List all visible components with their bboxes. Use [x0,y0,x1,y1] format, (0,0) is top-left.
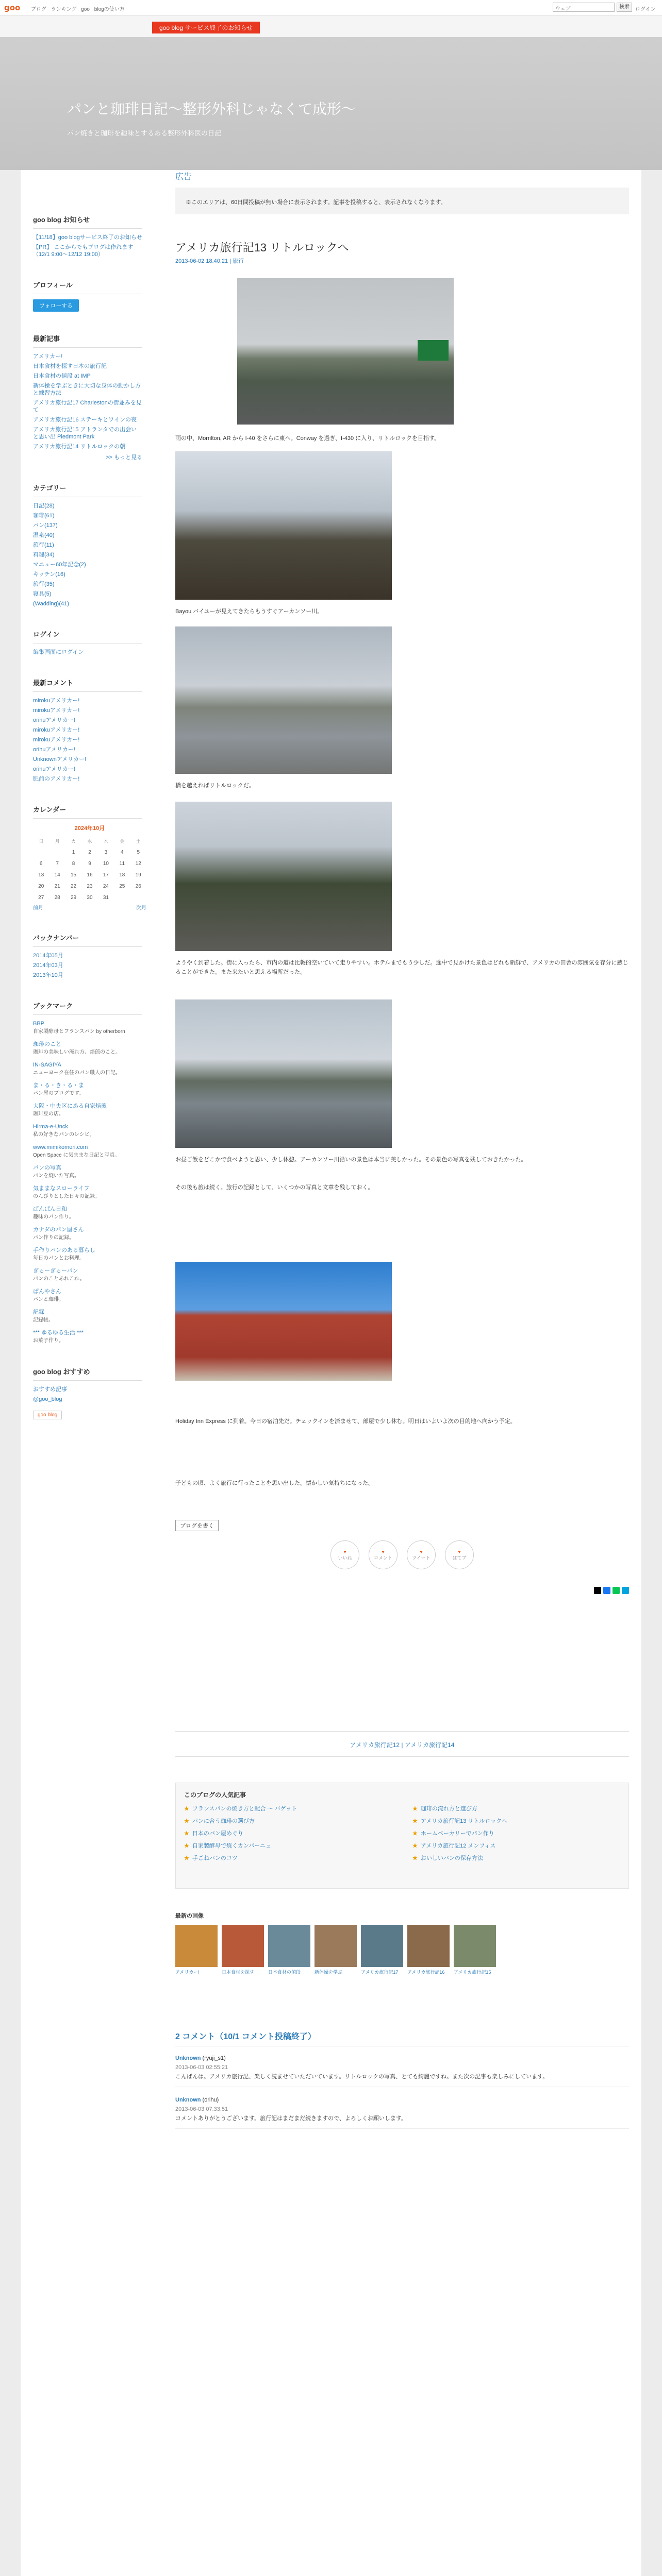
recent-comment-link[interactable]: orihuアメリカー! [33,717,75,723]
category-link[interactable]: 珈琲(61) [33,513,55,519]
recent-post-link[interactable]: アメリカ旅行記16 ステーキとワインの夜 [33,417,137,423]
category-link[interactable]: 旅行(35) [33,581,55,587]
reaction-label: いいね [338,1555,352,1561]
popular-post-link[interactable]: ★ アメリカ旅行記13 リトルロックへ [412,1818,508,1824]
calendar-day: 8 [72,860,75,867]
reaction-button[interactable] [407,1540,436,1569]
comment [175,2054,629,2087]
post-text-8: 子どもの頃、よく旅行に行ったことを思い出した。懐かしい気持ちになった。 [175,1480,374,1486]
calendar-day: 19 [135,872,141,878]
recent-post-link[interactable]: アメリカ旅行記17 Charlestonの街並みを見て [33,400,142,413]
heart-icon: ♥ [458,1549,461,1554]
thumbnail[interactable] [222,1925,264,1975]
sidebar [21,170,150,2576]
heart-icon: ♥ [420,1549,423,1554]
main-content [175,170,629,2576]
bookmark-item[interactable]: ぱんぱん日和 趣味のパン作り。 [33,1206,142,1221]
calendar-dow: 金 [120,838,125,844]
calendar-day: 26 [135,883,141,889]
bookmark-item[interactable]: 手作りパンのある暮らし 毎日のパンとお料理。 [33,1247,142,1262]
bookmark-item[interactable]: パンの写真 パンを焼いた写真。 [33,1164,142,1180]
popular-post-link[interactable]: ★ 自家製酵母で焼くカンパーニュ [184,1843,272,1849]
calendar-day: 18 [119,872,125,878]
bookmark-item[interactable]: ぎゅーぎゅーパン パンのことあれこれ。 [33,1267,142,1283]
comment-body: コメントありがとうございます。旅行記はまだまだ続きますので、よろしくお願いします。 [175,2115,407,2122]
comments-section [175,2030,629,2137]
facebook-share-icon[interactable] [603,1587,610,1594]
category-link[interactable]: 旅行(11) [33,542,54,548]
edit-login-link[interactable]: 編集画面にログイン [33,649,84,655]
comment-author[interactable]: Unknown [175,2055,201,2061]
calendar [33,835,146,903]
bookmark-item[interactable]: Hirma-e-Unck 私の好きなパンのレシピ。 [33,1123,142,1139]
recent-comment-link[interactable]: mirokuアメリカー! [33,707,80,714]
category-link[interactable]: 寝具(5) [33,591,52,597]
calendar-day: 14 [54,872,60,878]
recent-post-link[interactable]: アメリカ旅行記14 リトルロックの朝 [33,444,126,450]
star-icon: ★ [184,1843,189,1849]
recent-comment-link[interactable]: 肥前のアメリカー! [33,776,80,782]
calendar-day [33,846,49,858]
info-item[interactable]: 【11/18】goo blogサービス終了のお知らせ [33,234,142,241]
star-icon: ★ [184,1831,189,1837]
social-buttons [594,1587,629,1594]
thumbnail-image[interactable] [454,1925,496,1967]
blog-title[interactable]: パンと珈琲日記〜整形外科じゃなくて成形〜 [67,100,356,117]
bookmark-desc: 趣味のパン作り。 [33,1214,74,1220]
calendar-day: 16 [87,872,93,878]
comment-handle: (orihu) [201,2097,219,2103]
calendar-day: 24 [103,883,109,889]
search-button[interactable]: 検索 [617,3,632,12]
bookmark-desc: 毎日のパンとお料理。 [33,1256,85,1261]
comments-title: 2 コメント（10/1 コメント投稿終了） [175,2030,629,2046]
bookmark-desc: パン屋のブログです。 [33,1091,85,1096]
bookmark-item[interactable]: www.mimikomori.com Open Space に気ままな日記と写真。 [33,1144,142,1159]
bookmark-item[interactable]: *** ゆるゆる生活 *** お菓子作り。 [33,1329,142,1345]
photo-riverside [175,999,392,1148]
popular-post-link[interactable]: ★ アメリカ旅行記12 メンフィス [412,1843,496,1849]
osusume-heading: goo blog おすすめ [33,1366,142,1381]
calendar-day: 30 [87,894,93,901]
info-heading: goo blog お知らせ [33,214,142,229]
thumbnail-image[interactable] [175,1925,218,1967]
calendar-day: 9 [88,860,91,867]
thumbnail-caption[interactable]: アメリカー! [175,1970,200,1975]
calendar-day: 6 [39,860,43,867]
backnumber-heading: バックナンバー [33,933,142,947]
post-text-2: Bayou バイユーが見えてきたらもうすぐアーカンソー川。 [175,608,323,615]
recent-comment-link[interactable]: Unknownアメリカー! [33,756,87,762]
page-body [21,170,641,2576]
thumbnail-image[interactable] [407,1925,450,1967]
calendar-day: 27 [38,894,44,901]
bookmark-desc: 珈琲の美味しい淹れ方、焙煎のこと。 [33,1049,121,1055]
bookmark-desc: パン作りの記録。 [33,1235,74,1241]
calendar-dow: 土 [136,838,141,844]
thumbnail[interactable] [175,1925,218,1975]
bookmark-desc: 記録帳。 [33,1317,54,1323]
category-link[interactable]: 温泉(40) [33,532,55,538]
reaction-button[interactable] [330,1540,359,1569]
photo-highway [237,278,454,425]
reaction-bar [175,1540,629,1569]
popular-post-link[interactable]: ★ パンに合う珈琲の選び方 [184,1818,255,1824]
star-icon: ★ [412,1818,418,1824]
blog-header [0,37,662,170]
reaction-button[interactable] [369,1540,398,1569]
recent-comment-link[interactable]: orihuアメリカー! [33,766,75,772]
backnumber-link[interactable]: 2013年10月 [33,972,63,978]
star-icon: ★ [184,1806,189,1812]
search-input[interactable]: ウェブ [553,3,615,12]
recent-post-link[interactable]: 日本食材を探す日本の旅行記 [33,363,107,369]
thumbnail-caption[interactable]: アメリカ旅行記17 [361,1970,399,1975]
bookmark-item[interactable]: IN-SAGIYA ニューヨーク在住のパン職人の日記。 [33,1061,142,1077]
category-link[interactable]: マニュー60年記念(2) [33,562,86,568]
thumbnail-caption[interactable]: 日本食材を探す [222,1970,255,1975]
calendar-day: 12 [135,860,141,867]
calendar-day: 5 [137,849,140,855]
recent-comment-link[interactable]: mirokuアメリカー! [33,698,80,704]
thumbnail[interactable] [268,1925,310,1975]
goo-logo[interactable]: goo [4,3,21,12]
calendar-day: 20 [38,883,44,889]
thumbnail-image[interactable] [268,1925,310,1967]
star-icon: ★ [412,1831,418,1837]
category-link[interactable]: キッチン(16) [33,571,65,578]
thumbnail[interactable] [454,1925,496,1975]
global-nav-links[interactable]: ブログ ランキング goo blogの使い方 [31,7,125,12]
bookmark-desc: 私の好きなパンのレシピ。 [33,1132,95,1138]
login-heading: ログイン [33,629,142,643]
write-blog-button[interactable]: ブログを書く [175,1520,219,1531]
login-link[interactable]: ログイン [635,7,656,12]
calendar-day: 22 [70,883,77,889]
post-text-7: Holiday Inn Express に到着。今日の宿泊先だ。チェックインを済ませて、部屋で少し休む。明日はいよいよ次の目的地へ向かう予定。 [175,1418,516,1425]
calendar-day: 3 [104,849,108,855]
x-share-icon[interactable] [594,1587,601,1594]
star-icon: ★ [184,1818,189,1824]
bookmark-heading: ブックマーク [33,1001,142,1015]
bookmark-desc: 珈琲豆の店。 [33,1111,64,1117]
recent-heading: 最新記事 [33,333,142,348]
recent-post-link[interactable]: アメリカー! [33,353,63,360]
bookmark-item[interactable]: 記録 記録帳。 [33,1309,142,1324]
thumbnail-caption[interactable]: 日本食材の値段 [268,1970,301,1975]
recent-comment-link[interactable]: mirokuアメリカー! [33,727,80,733]
line-share-icon[interactable] [613,1587,620,1594]
popular-post-link[interactable]: ★ フランスパンの焼き方と配合 〜 バゲット [184,1806,297,1812]
more-link[interactable]: >> もっと見る [106,454,142,461]
star-icon: ★ [412,1806,418,1812]
hatena-share-icon[interactable] [622,1587,629,1594]
recent-comment-link[interactable]: mirokuアメリカー! [33,737,80,743]
bookmark-item[interactable]: ぱんやさん パンと珈琲。 [33,1288,142,1303]
recent-images-heading: 最新の画像 [175,1913,204,1919]
calendar-day: 25 [119,883,125,889]
calendar-day: 4 [121,849,124,855]
follow-button[interactable]: フォローする [33,299,79,312]
calendar-day: 11 [119,860,125,867]
calendar-day: 29 [70,894,77,901]
blog-subtitle: パン焼きと珈琲を趣味とするある整形外科医の日記 [67,129,222,137]
bookmark-desc: ニューヨーク在住のパン職人の日記。 [33,1070,121,1076]
calendar-day: 10 [103,860,109,867]
thumbnail[interactable] [407,1925,450,1975]
bookmark-desc: パンのことあれこれ。 [33,1276,85,1282]
post-text-4: ようやく到着した。街に入ったら、市内の道は比較的空いていて走りやすい。ホテルまでもう少しだ。途中で見かけた景色はどれも新鮮で、アメリカの田舎の雰囲気を存分に感じることができた。また来たいと思える場所だった。 [175,960,628,975]
calendar-dow: 火 [71,838,76,844]
bookmark-desc: パンと珈琲。 [33,1297,64,1302]
recent-post-link[interactable]: 新体操を学ぶときに大切な身体の動かし方と練習方法 [33,383,141,396]
bookmark-item[interactable]: BBP 自家製酵母とフランスパン by otherborn [33,1020,142,1036]
bookmark-desc: 自家製酵母とフランスパン by otherborn [33,1029,125,1035]
category-link[interactable]: 日記(28) [33,503,55,509]
reaction-label: コメント [373,1555,392,1561]
recent-post-link[interactable]: 日本食材の値段 at IMP [33,373,91,379]
calendar-title: 2024年10月 [74,825,105,832]
thumbnail[interactable] [315,1925,357,1975]
backnumber-link[interactable]: 2014年03月 [33,962,63,969]
calendar-day: 28 [54,894,60,901]
highway-sign [418,340,449,361]
inactive-info: ※このエリアは、60日間投稿が無い場合に表示されます。記事を投稿すると、表示されなくなります。 [175,188,629,214]
calendar-day: 7 [56,860,59,867]
comment [175,2095,629,2129]
popular-post-link[interactable]: ★ 手ごねパンのコツ [184,1855,238,1861]
calendar-next[interactable]: 次月 [136,905,146,911]
calendar-dow: 木 [103,838,108,844]
popular-post-link[interactable]: ★ ホームベーカリーでパン作り [412,1831,494,1837]
bookmark-item[interactable]: ま・る・き・る・ま パン屋のブログです。 [33,1082,142,1097]
post-date[interactable]: 2013-06-02 18:40:21 | 旅行 [175,258,244,264]
profile-heading: プロフィール [33,280,142,294]
heart-icon: ♥ [343,1549,346,1554]
calendar-day: 2 [88,849,91,855]
photo-hotel [175,1262,392,1381]
thumbnail-image[interactable] [315,1925,357,1967]
thumbnail-image[interactable] [222,1925,264,1967]
calendar-heading: カレンダー [33,804,142,819]
reaction-label: はてブ [452,1555,467,1561]
category-heading: カテゴリー [33,483,142,497]
reaction-button[interactable] [445,1540,474,1569]
thumbnail-caption[interactable]: アメリカ旅行記16 [407,1970,445,1975]
bookmark-desc: パンを焼いた写真。 [33,1173,79,1179]
calendar-day: 31 [103,894,109,901]
recent-comment-link[interactable]: orihuアメリカー! [33,747,75,753]
gooblog-badge[interactable]: goo blog [33,1411,62,1419]
bookmark-item[interactable]: 気ままなスローライフ のんびりとした日々の記録。 [33,1185,142,1200]
comment-date: 2013-06-03 07:33:51 [175,2106,228,2112]
service-notice-bar [0,15,662,37]
calendar-day: 1 [72,849,75,855]
thumbnail-caption[interactable]: 新体操を学ぶ [315,1970,343,1975]
osusume-link[interactable]: @goo_blog [33,1396,62,1402]
osusume-link[interactable]: おすすめ記事 [33,1386,68,1393]
thumbnail-caption[interactable]: アメリカ旅行記15 [454,1970,491,1975]
comment-author[interactable]: Unknown [175,2097,201,2103]
post-text-6: その後も旅は続く。旅行の記録として、いくつかの写真と文章を残しておく。 [175,1184,374,1191]
popular-posts [175,1783,629,1889]
calendar-day: 23 [87,883,93,889]
calendar-dow: 水 [87,838,92,844]
star-icon: ★ [412,1855,418,1861]
popular-heading: このブログの人気記事 [184,1791,246,1799]
bookmark-item[interactable]: 大阪・中央区にある自家焙煎 珈琲豆の店。 [33,1103,142,1118]
comment-body: こんばんは。アメリカ旅行記、楽しく読ませていただいています。リトルロックの写真、とても綺麗ですね。また次の記事も楽しみにしています。 [175,2074,549,2080]
category-link[interactable]: 料理(34) [33,552,55,558]
calendar-day: 13 [38,872,44,878]
calendar-day: 15 [70,872,77,878]
popular-post-link[interactable]: ★ 日本のパン屋めぐり [184,1831,243,1837]
post-pager[interactable]: アメリカ旅行記12 | アメリカ旅行記14 [175,1731,629,1757]
star-icon: ★ [184,1855,189,1861]
comment-date: 2013-06-03 02:55:21 [175,2064,228,2071]
popular-post-link[interactable]: ★ おいしいパンの保存方法 [412,1855,483,1861]
reaction-label: ツイート [412,1555,431,1561]
bookmark-desc: お菓子作り。 [33,1338,64,1344]
popular-post-link[interactable]: ★ 珈琲の淹れ方と選び方 [412,1806,477,1812]
heart-icon: ♥ [382,1549,385,1554]
post-title[interactable]: アメリカ旅行記13 リトルロックへ [175,241,349,254]
post-text-1: 雨の中、Morrilton, AR から I-40 をさらに東へ。Conway を過ぎ、I-430 に入り、リトルロックを目指す。 [175,435,440,442]
bookmark-item[interactable]: カナダのパン屋さん パン作りの記録。 [33,1226,142,1242]
post-text-5: お昼ご飯をどこかで食べようと思い、少し休憩。アーカンソー川沿いの景色は本当に美しかった。その景色の写真を残しておきたかった。 [175,1157,527,1163]
calendar-dow: 日 [39,838,44,844]
calendar-prev[interactable]: 前月 [33,905,43,911]
category-link[interactable]: (Wadding)(41) [33,601,69,607]
thumbnail-image[interactable] [361,1925,403,1967]
service-notice-link[interactable]: goo blog サービス終了のお知らせ [152,22,260,33]
calendar-day: 17 [103,872,109,878]
comment-handle: (ryuji_s1) [201,2055,226,2061]
ad-label: 広告 [175,173,192,181]
bookmark-desc: Open Space に気ままな日記と写真。 [33,1153,120,1158]
bookmark-item[interactable]: 珈琲のこと 珈琲の美味しい淹れ方、焙煎のこと。 [33,1041,142,1056]
global-nav [0,0,662,15]
recent-post-link[interactable]: アメリカ旅行記15 アトランタでの出会いと思い出 Piedmont Park [33,427,137,440]
backnumber-link[interactable]: 2014年05月 [33,953,63,959]
photo-river [175,626,392,774]
recent-images [175,1911,629,1975]
info-item[interactable]: 【PR】 ここからでもブログは作れます（12/1 9:00～12/12 19:00） [33,244,134,258]
photo-bayou [175,451,392,600]
calendar-day: 21 [54,883,60,889]
star-icon: ★ [412,1843,418,1849]
calendar-day [130,892,146,903]
calendar-day [114,892,130,903]
category-link[interactable]: パン(137) [33,522,58,529]
calendar-day [49,846,65,858]
bookmark-desc: のんびりとした日々の記録。 [33,1194,100,1199]
thumbnail[interactable] [361,1925,403,1975]
comments-heading: 最新コメント [33,677,142,692]
post-text-3: 橋を越えればリトルロックだ。 [175,783,255,789]
calendar-dow: 月 [55,838,60,844]
photo-road [175,802,392,951]
